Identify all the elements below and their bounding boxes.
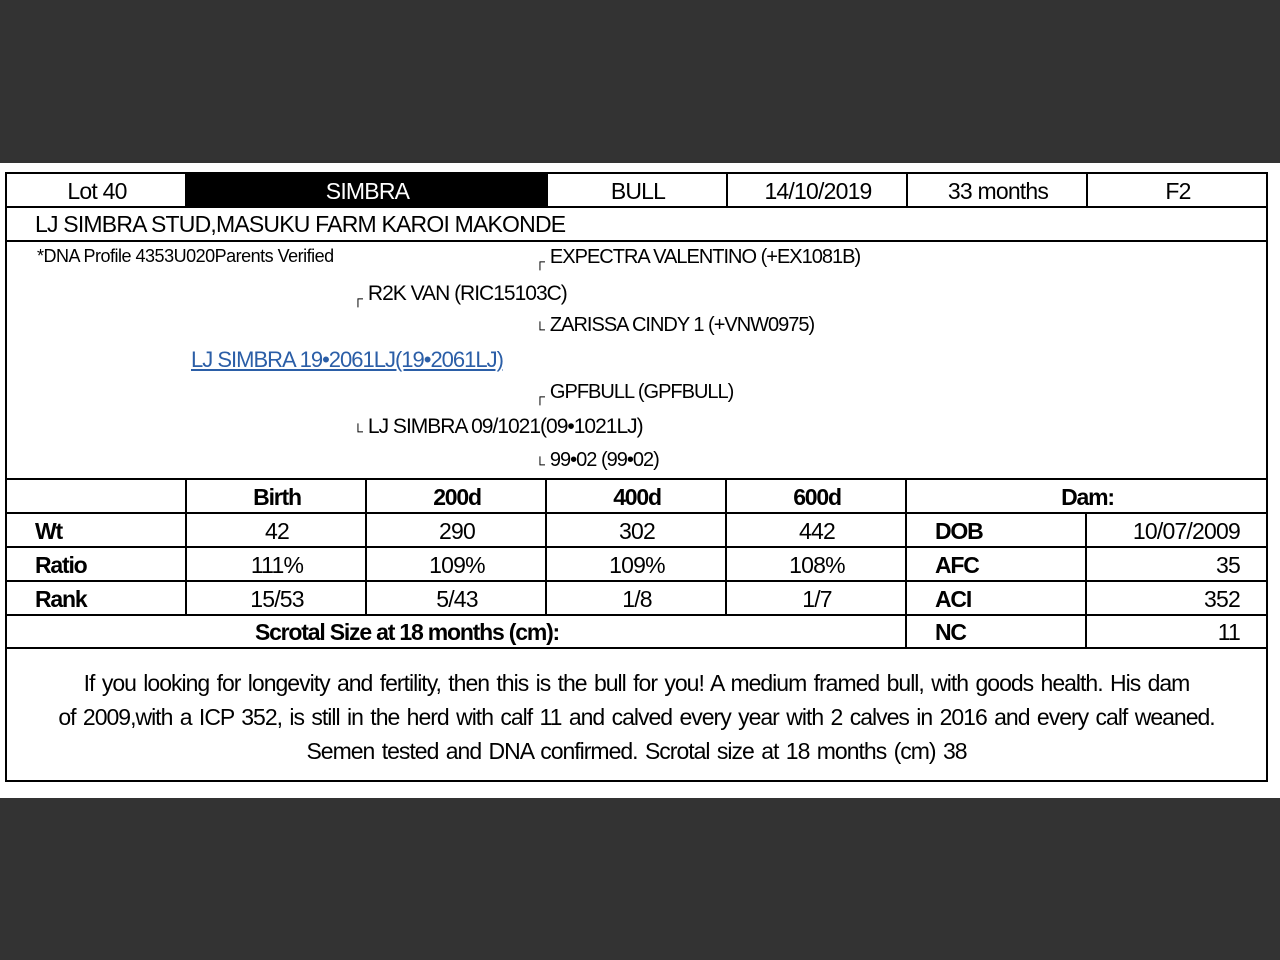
- divider: [726, 174, 728, 206]
- dam-afc-label: AFC: [935, 551, 979, 578]
- birth-date: 14/10/2019: [764, 177, 872, 204]
- dam-aci-value: 352: [1204, 585, 1240, 612]
- dna-profile-note: *DNA Profile 4353U020Parents Verified: [37, 246, 334, 266]
- lot-description: [7, 649, 1266, 784]
- sex-label: BULL: [610, 177, 666, 204]
- description-line-2: of 2009,with a ICP 352, is still in the herd with calf 11 and calved every year with 2 calves in 2016 and every calf weaned.: [58, 703, 1215, 730]
- lot-frame: [5, 172, 1268, 782]
- wt-birth: 42: [265, 517, 289, 544]
- dam-nc-label: NC: [935, 619, 966, 645]
- divider: [1085, 512, 1087, 648]
- sire-dam-name: ZARISSA CINDY 1 (+VNW0975): [549, 314, 815, 336]
- dam-aci-label: ACI: [935, 585, 972, 612]
- col-header-600d: 600d: [793, 483, 841, 510]
- divider: [185, 478, 187, 614]
- divider: [905, 478, 907, 648]
- sire-dam: [535, 314, 814, 337]
- dam-nc-value: 11: [1217, 619, 1240, 645]
- wt-400d: 302: [619, 517, 655, 544]
- dam-afc-value: 35: [1216, 551, 1240, 578]
- dam-dob-value: 10/07/2009: [1132, 517, 1240, 544]
- pedigree-bracket: └: [353, 423, 362, 439]
- rank-400d: 1/8: [622, 585, 652, 612]
- wt-200d: 290: [439, 517, 475, 544]
- sire-sire-name: EXPECTRA VALENTINO (+EX1081B): [549, 246, 861, 268]
- pedigree-bracket: ┌: [353, 290, 362, 306]
- divider: [906, 174, 908, 206]
- col-header-200d: 200d: [433, 483, 481, 510]
- ratio-birth: 111%: [250, 551, 304, 578]
- ratio-400d: 109%: [609, 551, 665, 578]
- divider: [7, 240, 1266, 242]
- col-header-birth: Birth: [253, 483, 301, 510]
- grade-label: F2: [1165, 177, 1191, 204]
- ratio-200d: 109%: [429, 551, 485, 578]
- row-label-wt: Wt: [35, 517, 62, 544]
- description-line-3: Semen tested and DNA confirmed. Scrotal size at 18 months (cm) 38: [306, 737, 967, 764]
- rank-600d: 1/7: [802, 585, 832, 612]
- dam-header: Dam:: [1061, 483, 1114, 510]
- dam-sire-name: GPFBULL (GPFBULL): [549, 381, 734, 403]
- rank-200d: 5/43: [436, 585, 478, 612]
- dam-sire: [535, 381, 733, 404]
- lot-card: [0, 163, 1280, 798]
- breed-label: SIMBRA: [187, 174, 548, 208]
- breeder-name: LJ SIMBRA STUD,MASUKU FARM KAROI MAKONDE: [35, 210, 566, 237]
- description-line-1: If you looking for longevity and fertility, then this is the bull for you! A medium framed bull, with goods health. His dam: [83, 669, 1190, 696]
- pedigree-bracket: ┌: [535, 253, 544, 269]
- dam-dam: [535, 449, 659, 472]
- pedigree-bracket: ┌: [535, 388, 544, 404]
- pedigree-bracket: └: [535, 456, 544, 472]
- divider: [725, 478, 727, 614]
- sire-name: R2K VAN (RIC15103C): [367, 282, 567, 305]
- dam: [353, 415, 643, 439]
- divider: [1086, 174, 1088, 206]
- ratio-600d: 108%: [789, 551, 845, 578]
- col-header-400d: 400d: [613, 483, 661, 510]
- divider: [185, 174, 187, 206]
- row-label-ratio: Ratio: [35, 551, 87, 578]
- age-label: 33 months: [947, 177, 1049, 204]
- divider: [365, 478, 367, 614]
- divider: [546, 174, 548, 206]
- sire: [353, 282, 567, 306]
- row-label-rank: Rank: [35, 585, 87, 612]
- lot-number: Lot 40: [67, 177, 127, 204]
- dam-dob-label: DOB: [935, 517, 983, 544]
- rank-birth: 15/53: [250, 585, 304, 612]
- animal-name-link[interactable]: LJ SIMBRA 19•2061LJ(19•2061LJ): [191, 347, 503, 372]
- dam-dam-name: 99•02 (99•02): [549, 449, 659, 471]
- pedigree-bracket: └: [535, 321, 544, 337]
- dam-name: LJ SIMBRA 09/1021(09•1021LJ): [367, 415, 643, 438]
- divider: [545, 478, 547, 614]
- scrotal-size-label: Scrotal Size at 18 months (cm):: [254, 619, 559, 645]
- sire-sire: [535, 246, 860, 269]
- wt-600d: 442: [799, 517, 835, 544]
